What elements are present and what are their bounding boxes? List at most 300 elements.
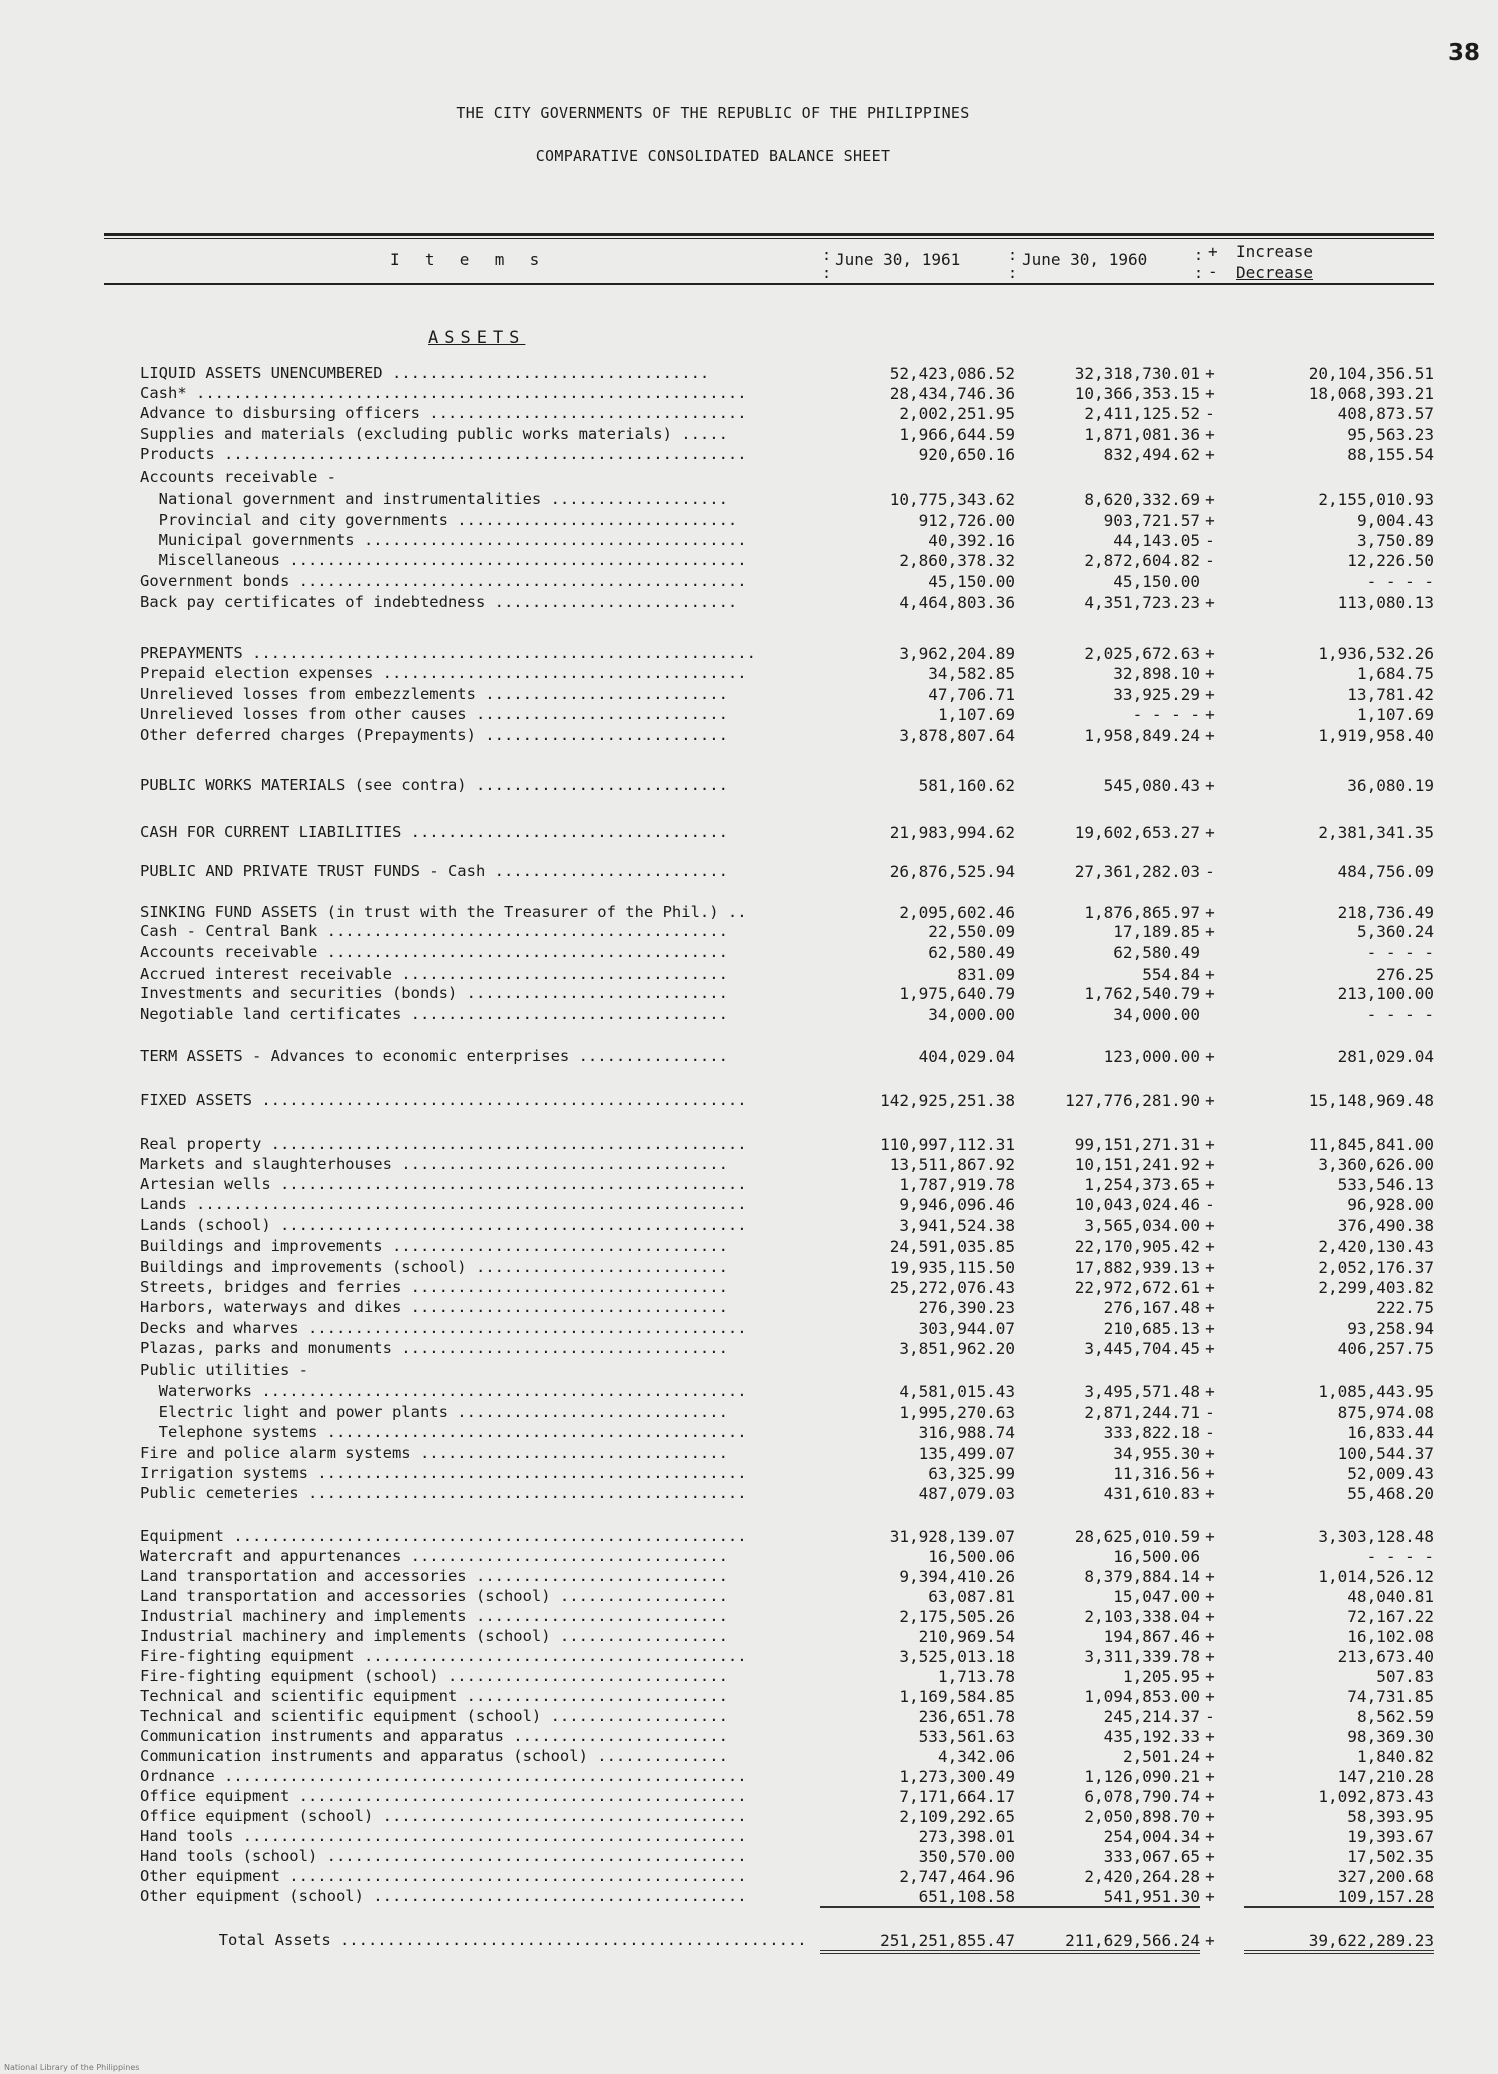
value-june-1961: 22,550.09 (928, 922, 1015, 941)
sign-indicator: - (1205, 1423, 1215, 1442)
value-june-1960: 28,625,010.59 (1074, 1527, 1200, 1546)
value-increase-decrease: 213,100.00 (1337, 984, 1434, 1003)
value-june-1960: 22,170,905.42 (1074, 1237, 1200, 1256)
value-june-1960: 832,494.62 (1103, 445, 1200, 464)
value-increase-decrease: 281,029.04 (1337, 1047, 1434, 1066)
sign-indicator: + (1205, 1827, 1215, 1846)
value-june-1961: 2,747,464.96 (899, 1867, 1015, 1886)
sign-indicator: + (1205, 1484, 1215, 1503)
value-june-1960: 15,047.00 (1113, 1587, 1200, 1606)
sign-indicator: + (1205, 1847, 1215, 1866)
sign-indicator: + (1205, 511, 1215, 530)
row-label: National government and instrumentalities ................... (140, 490, 728, 508)
row-label: Harbors, waterways and dikes .................................. (140, 1298, 728, 1316)
value-increase-decrease: 88,155.54 (1347, 445, 1434, 464)
value-increase-decrease: 2,420,130.43 (1318, 1237, 1434, 1256)
row-label: SINKING FUND ASSETS (in trust with the Treasurer of the Phil.) .. (140, 903, 747, 921)
value-june-1960: 2,411,125.52 (1084, 404, 1200, 423)
row-label: Provincial and city governments .............................. (140, 511, 738, 529)
value-june-1960: 211,629,566.24 (1010, 1931, 1200, 1954)
value-june-1960: 2,103,338.04 (1084, 1607, 1200, 1626)
value-june-1960: 44,143.05 (1113, 531, 1200, 550)
value-june-1961: 920,650.16 (918, 445, 1015, 464)
value-june-1960: 541,951.30 (1010, 1887, 1200, 1908)
value-june-1961: 1,995,270.63 (899, 1403, 1015, 1422)
sign-indicator: - (1205, 862, 1215, 881)
value-june-1960: 8,620,332.69 (1084, 490, 1200, 509)
value-june-1960: 33,925.29 (1113, 685, 1200, 704)
value-increase-decrease: 147,210.28 (1337, 1767, 1434, 1786)
sign-indicator: + (1205, 922, 1215, 941)
sign-indicator: + (1205, 823, 1215, 842)
value-june-1960: 22,972,672.61 (1074, 1278, 1200, 1297)
value-increase-decrease: 3,360,626.00 (1318, 1155, 1434, 1174)
sign-indicator: + (1205, 593, 1215, 612)
sign-indicator: + (1205, 1887, 1215, 1906)
value-june-1961: 34,000.00 (928, 1005, 1015, 1024)
sign-indicator: - (1205, 1403, 1215, 1422)
value-increase-decrease: 16,102.08 (1347, 1627, 1434, 1646)
value-increase-decrease: 95,563.23 (1347, 425, 1434, 444)
value-june-1961: 34,582.85 (928, 664, 1015, 683)
sign-indicator: + (1205, 1237, 1215, 1256)
sign-indicator: + (1205, 705, 1215, 724)
value-increase-decrease: 2,381,341.35 (1318, 823, 1434, 842)
row-label: Hand tools (school) ............................................. (140, 1847, 747, 1865)
value-june-1961: 19,935,115.50 (889, 1258, 1015, 1277)
value-june-1960: 254,004.34 (1103, 1827, 1200, 1846)
value-june-1961: 135,499.07 (918, 1444, 1015, 1463)
sign-indicator: + (1205, 903, 1215, 922)
value-june-1961: 1,273,300.49 (899, 1767, 1015, 1786)
row-label: Public cemeteries ............................................... (140, 1484, 747, 1502)
value-june-1960: 903,721.57 (1103, 511, 1200, 530)
value-june-1960: 194,867.46 (1103, 1627, 1200, 1646)
value-increase-decrease: 3,750.89 (1356, 531, 1434, 550)
row-label: TERM ASSETS - Advances to economic enterprises ................ (140, 1047, 728, 1065)
value-june-1961: 25,272,076.43 (889, 1278, 1015, 1297)
value-june-1961: 404,029.04 (918, 1047, 1015, 1066)
row-label: Electric light and power plants ............................. (140, 1403, 728, 1421)
row-label: Supplies and materials (excluding public works materials) ..... (140, 425, 728, 443)
row-label: Municipal governments ......................................... (140, 531, 747, 549)
row-label: Lands ........................................................... (140, 1195, 747, 1213)
value-june-1960: 11,316.56 (1113, 1464, 1200, 1483)
sign-indicator: + (1205, 1339, 1215, 1358)
value-june-1961: 3,525,013.18 (899, 1647, 1015, 1666)
value-june-1961: 3,962,204.89 (899, 644, 1015, 663)
value-june-1961: 16,500.06 (928, 1547, 1015, 1566)
value-june-1960: 32,898.10 (1113, 664, 1200, 683)
value-increase-decrease: 19,393.67 (1347, 1827, 1434, 1846)
sign-indicator: + (1205, 1587, 1215, 1606)
value-june-1960: 19,602,653.27 (1074, 823, 1200, 842)
value-increase-decrease: 327,200.68 (1337, 1867, 1434, 1886)
value-june-1961: 142,925,251.38 (880, 1091, 1015, 1110)
row-label: Government bonds ................................................ (140, 572, 747, 590)
sign-indicator: + (1205, 1727, 1215, 1746)
value-june-1961: 52,423,086.52 (889, 364, 1015, 383)
value-june-1961: 273,398.01 (918, 1827, 1015, 1846)
value-june-1960: 123,000.00 (1103, 1047, 1200, 1066)
value-june-1961: 651,108.58 (820, 1887, 1015, 1908)
value-increase-decrease: 1,107.69 (1356, 705, 1434, 724)
row-label: Communication instruments and apparatus ....................... (140, 1727, 728, 1745)
value-june-1960: 2,871,244.71 (1084, 1403, 1200, 1422)
value-increase-decrease: 875,974.08 (1337, 1403, 1434, 1422)
value-june-1960: 2,025,672.63 (1084, 644, 1200, 663)
value-june-1960: 10,043,024.46 (1074, 1195, 1200, 1214)
section-heading-assets: ASSETS (428, 328, 526, 348)
value-june-1961: 210,969.54 (918, 1627, 1015, 1646)
sign-indicator: + (1205, 1787, 1215, 1806)
value-increase-decrease: - - - - (1366, 943, 1434, 962)
sign-indicator: + (1205, 1091, 1215, 1110)
value-june-1960: 2,420,264.28 (1084, 1867, 1200, 1886)
row-label: Plazas, parks and monuments ................................... (140, 1339, 728, 1357)
row-label: Land transportation and accessories (school) .................. (140, 1587, 728, 1605)
column-separator: : : (1008, 246, 1018, 282)
value-june-1961: 4,342.06 (937, 1747, 1015, 1766)
row-label: Back pay certificates of indebtedness .......................... (140, 593, 738, 611)
value-increase-decrease: 18,068,393.21 (1308, 384, 1434, 403)
sign-indicator: + (1205, 1155, 1215, 1174)
value-june-1961: 831.09 (957, 965, 1015, 984)
sign-indicator: + (1205, 726, 1215, 745)
value-increase-decrease: 276.25 (1376, 965, 1434, 984)
value-june-1961: 581,160.62 (918, 776, 1015, 795)
sign-indicator: + (1205, 1607, 1215, 1626)
row-label: Cash* ........................................................... (140, 384, 747, 402)
row-label: Unrelieved losses from embezzlements .......................... (140, 685, 728, 703)
value-june-1961: 9,394,410.26 (899, 1567, 1015, 1586)
value-june-1960: 27,361,282.03 (1074, 862, 1200, 881)
value-june-1961: 2,095,602.46 (899, 903, 1015, 922)
sign-indicator: + (1205, 1931, 1215, 1950)
row-label: Fire and police alarm systems ................................. (140, 1444, 728, 1462)
value-june-1960: 1,762,540.79 (1084, 984, 1200, 1003)
value-june-1960: 1,094,853.00 (1084, 1687, 1200, 1706)
value-june-1960: 8,379,884.14 (1084, 1567, 1200, 1586)
row-label: Decks and wharves ............................................... (140, 1319, 747, 1337)
value-june-1961: 912,726.00 (918, 511, 1015, 530)
sign-indicator: + (1205, 364, 1215, 383)
row-label: Hand tools ...................................................... (140, 1827, 747, 1845)
value-june-1961: 45,150.00 (928, 572, 1015, 591)
value-increase-decrease: 20,104,356.51 (1308, 364, 1434, 383)
value-june-1960: 1,254,373.65 (1084, 1175, 1200, 1194)
value-june-1961: 1,169,584.85 (899, 1687, 1015, 1706)
value-june-1960: 16,500.06 (1113, 1547, 1200, 1566)
value-june-1961: 1,713.78 (937, 1667, 1015, 1686)
sign-indicator: + (1205, 1867, 1215, 1886)
value-june-1961: 110,997,112.31 (880, 1135, 1015, 1154)
value-increase-decrease: 533,546.13 (1337, 1175, 1434, 1194)
value-june-1961: 2,002,251.95 (899, 404, 1015, 423)
sign-indicator: + (1205, 776, 1215, 795)
value-increase-decrease: 11,845,841.00 (1308, 1135, 1434, 1154)
sign-indicator: + (1205, 1444, 1215, 1463)
sign-indicator: + (1205, 425, 1215, 444)
row-label: Office equipment ................................................ (140, 1787, 747, 1805)
value-increase-decrease: 406,257.75 (1337, 1339, 1434, 1358)
row-label: Lands (school) .................................................. (140, 1216, 747, 1234)
sign-indicator: - (1205, 531, 1215, 550)
sign-indicator: + (1205, 1278, 1215, 1297)
row-label: Negotiable land certificates .................................. (140, 1005, 728, 1023)
row-label: Office equipment (school) ....................................... (140, 1807, 747, 1825)
value-increase-decrease: 1,919,958.40 (1318, 726, 1434, 745)
sign-indicator: - (1205, 404, 1215, 423)
row-label: LIQUID ASSETS UNENCUMBERED .................................. (140, 364, 710, 382)
row-label: Miscellaneous ................................................. (140, 551, 747, 569)
value-june-1961: 10,775,343.62 (889, 490, 1015, 509)
row-label: Telephone systems ............................................. (140, 1423, 747, 1441)
sign-indicator: + (1205, 1135, 1215, 1154)
value-june-1961: 31,928,139.07 (889, 1527, 1015, 1546)
value-increase-decrease: 98,369.30 (1347, 1727, 1434, 1746)
sign-indicator: + (1205, 1687, 1215, 1706)
value-june-1960: 1,126,090.21 (1084, 1767, 1200, 1786)
value-june-1960: 99,151,271.31 (1074, 1135, 1200, 1154)
value-june-1961: 276,390.23 (918, 1298, 1015, 1317)
row-label: Accounts receivable ........................................... (140, 943, 728, 961)
value-june-1961: 40,392.16 (928, 531, 1015, 550)
value-june-1961: 1,975,640.79 (899, 984, 1015, 1003)
value-increase-decrease: 12,226.50 (1347, 551, 1434, 570)
value-june-1961: 2,860,378.32 (899, 551, 1015, 570)
value-increase-decrease: 58,393.95 (1347, 1807, 1434, 1826)
sign-indicator: + (1205, 1747, 1215, 1766)
value-increase-decrease: 408,873.57 (1337, 404, 1434, 423)
value-june-1961: 2,109,292.65 (899, 1807, 1015, 1826)
header-top-rule (104, 233, 1434, 236)
value-increase-decrease: 1,014,526.12 (1318, 1567, 1434, 1586)
value-june-1960: 3,311,339.78 (1084, 1647, 1200, 1666)
value-june-1961: 4,464,803.36 (899, 593, 1015, 612)
row-label: Communication instruments and apparatus (school) .............. (140, 1747, 728, 1765)
row-label: PUBLIC WORKS MATERIALS (see contra) ........................... (140, 776, 728, 794)
value-increase-decrease: 48,040.81 (1347, 1587, 1434, 1606)
sign-indicator: + (1205, 1319, 1215, 1338)
footer-credit: National Library of the Philippines (4, 2063, 140, 2072)
sign-indicator: - (1205, 1195, 1215, 1214)
sign-indicator: + (1205, 644, 1215, 663)
value-june-1961: 9,946,096.46 (899, 1195, 1015, 1214)
value-increase-decrease: 100,544.37 (1337, 1444, 1434, 1463)
sign-indicator: - (1205, 1707, 1215, 1726)
value-june-1960: 2,872,604.82 (1084, 551, 1200, 570)
value-increase-decrease: 5,360.24 (1356, 922, 1434, 941)
value-june-1960: 1,958,849.24 (1084, 726, 1200, 745)
document-subtitle: COMPARATIVE CONSOLIDATED BALANCE SHEET (535, 147, 891, 165)
row-label: Buildings and improvements (school) ........................... (140, 1258, 728, 1276)
row-label: Technical and scientific equipment ............................ (140, 1687, 728, 1705)
row-label: Other equipment ................................................. (140, 1867, 747, 1885)
value-june-1960: 554.84 (1142, 965, 1200, 984)
value-june-1960: 545,080.43 (1103, 776, 1200, 795)
value-june-1961: 21,983,994.62 (889, 823, 1015, 842)
value-increase-decrease: - - - - (1366, 572, 1434, 591)
row-label: CASH FOR CURRENT LIABILITIES .................................. (140, 823, 728, 841)
value-june-1960: 435,192.33 (1103, 1727, 1200, 1746)
column-header-increase: Increase (1236, 242, 1314, 261)
value-increase-decrease: 93,258.94 (1347, 1319, 1434, 1338)
value-june-1960: 62,580.49 (1113, 943, 1200, 962)
value-june-1961: 316,988.74 (918, 1423, 1015, 1442)
column-header-decrease: Decrease (1236, 263, 1314, 282)
sign-indicator: + (1205, 1567, 1215, 1586)
row-label: Real property ................................................... (140, 1135, 747, 1153)
value-june-1961: 47,706.71 (928, 685, 1015, 704)
row-label: Equipment ....................................................... (140, 1527, 747, 1545)
sign-indicator: + (1205, 1298, 1215, 1317)
value-increase-decrease: 1,840.82 (1356, 1747, 1434, 1766)
value-increase-decrease: 15,148,969.48 (1308, 1091, 1434, 1110)
row-label: Watercraft and appurtenances .................................. (140, 1547, 728, 1565)
sign-indicator: + (1205, 1667, 1215, 1686)
value-june-1960: 32,318,730.01 (1074, 364, 1200, 383)
value-june-1960: 431,610.83 (1103, 1484, 1200, 1503)
row-label: Products ........................................................ (140, 445, 747, 463)
value-increase-decrease: - - - - (1366, 1547, 1434, 1566)
row-label: Investments and securities (bonds) ............................ (140, 984, 728, 1002)
value-june-1961: 236,651.78 (918, 1707, 1015, 1726)
sign-indicator: + (1205, 1464, 1215, 1483)
value-increase-decrease: 1,936,532.26 (1318, 644, 1434, 663)
row-label: Streets, bridges and ferries .................................. (140, 1278, 728, 1296)
value-increase-decrease: 2,299,403.82 (1318, 1278, 1434, 1297)
value-increase-decrease: 1,085,443.95 (1318, 1382, 1434, 1401)
row-label: Other deferred charges (Prepayments) .......................... (140, 726, 728, 744)
value-increase-decrease: 213,673.40 (1337, 1647, 1434, 1666)
value-june-1960: 3,495,571.48 (1084, 1382, 1200, 1401)
row-label: Advance to disbursing officers .................................. (140, 404, 747, 422)
column-separator: : : (1194, 246, 1204, 282)
row-label: Fire-fighting equipment (school) .............................. (140, 1667, 728, 1685)
row-label: Accrued interest receivable ................................... (140, 965, 728, 983)
row-label: Prepaid election expenses ....................................... (140, 664, 747, 682)
header-bottom-rule (104, 283, 1434, 285)
sign-indicator: + (1205, 1807, 1215, 1826)
value-june-1960: 245,214.37 (1103, 1707, 1200, 1726)
value-increase-decrease: 2,052,176.37 (1318, 1258, 1434, 1277)
value-june-1961: 63,087.81 (928, 1587, 1015, 1606)
value-increase-decrease: 8,562.59 (1356, 1707, 1434, 1726)
sign-indicator: + (1205, 1047, 1215, 1066)
sign-indicator: + (1205, 685, 1215, 704)
column-separator: : : (822, 246, 832, 282)
value-increase-decrease: 13,781.42 (1347, 685, 1434, 704)
value-june-1961: 2,175,505.26 (899, 1607, 1015, 1626)
column-header-sign-minus: - (1208, 262, 1218, 281)
value-june-1960: 210,685.13 (1103, 1319, 1200, 1338)
value-june-1961: 303,944.07 (918, 1319, 1015, 1338)
row-label: Cash - Central Bank ........................................... (140, 922, 728, 940)
row-label: Accounts receivable - (140, 468, 336, 486)
value-increase-decrease: 222.75 (1376, 1298, 1434, 1317)
row-label: PREPAYMENTS ...................................................... (140, 644, 756, 662)
sign-indicator: + (1205, 965, 1215, 984)
value-june-1960: 6,078,790.74 (1084, 1787, 1200, 1806)
sign-indicator: + (1205, 1175, 1215, 1194)
value-june-1960: 34,000.00 (1113, 1005, 1200, 1024)
sign-indicator: + (1205, 1216, 1215, 1235)
document-title: THE CITY GOVERNMENTS OF THE REPUBLIC OF THE PHILIPPINES (456, 104, 970, 122)
value-june-1961: 3,878,807.64 (899, 726, 1015, 745)
row-label: Ordnance ........................................................ (140, 1767, 747, 1785)
row-label: Technical and scientific equipment (school) ................... (140, 1707, 728, 1725)
value-increase-decrease: 17,502.35 (1347, 1847, 1434, 1866)
row-label: Waterworks .................................................... (140, 1382, 747, 1400)
value-june-1961: 7,171,664.17 (899, 1787, 1015, 1806)
value-increase-decrease: 74,731.85 (1347, 1687, 1434, 1706)
value-june-1960: 34,955.30 (1113, 1444, 1200, 1463)
value-june-1960: 2,050,898.70 (1084, 1807, 1200, 1826)
value-june-1960: 276,167.48 (1103, 1298, 1200, 1317)
value-increase-decrease: 9,004.43 (1356, 511, 1434, 530)
value-increase-decrease: 55,468.20 (1347, 1484, 1434, 1503)
value-increase-decrease: 507.83 (1376, 1667, 1434, 1686)
value-june-1961: 3,851,962.20 (899, 1339, 1015, 1358)
value-june-1961: 1,787,919.78 (899, 1175, 1015, 1194)
value-increase-decrease: 109,157.28 (1244, 1887, 1434, 1908)
value-june-1961: 24,591,035.85 (889, 1237, 1015, 1256)
column-header-sign-plus: + (1208, 242, 1218, 261)
value-increase-decrease: 96,928.00 (1347, 1195, 1434, 1214)
column-header-items: I t e m s (390, 250, 542, 269)
value-increase-decrease: - - - - (1366, 1005, 1434, 1024)
row-label: FIXED ASSETS .................................................... (140, 1091, 747, 1109)
value-june-1961: 251,251,855.47 (820, 1931, 1015, 1954)
sign-indicator: + (1205, 1767, 1215, 1786)
sign-indicator: + (1205, 664, 1215, 683)
row-label: PUBLIC AND PRIVATE TRUST FUNDS - Cash ......................... (140, 862, 728, 880)
sign-indicator: + (1205, 1527, 1215, 1546)
row-label: Fire-fighting equipment ......................................... (140, 1647, 747, 1665)
value-june-1960: - - - - (1132, 705, 1200, 724)
value-june-1961: 4,581,015.43 (899, 1382, 1015, 1401)
page-number: 38 (1448, 40, 1481, 66)
value-increase-decrease: 218,736.49 (1337, 903, 1434, 922)
value-june-1961: 350,570.00 (918, 1847, 1015, 1866)
column-header-june-1960: June 30, 1960 (1022, 250, 1148, 269)
value-increase-decrease: 484,756.09 (1337, 862, 1434, 881)
header-top-rule-thin (104, 238, 1434, 239)
value-increase-decrease: 72,167.22 (1347, 1607, 1434, 1626)
value-june-1960: 3,445,704.45 (1084, 1339, 1200, 1358)
row-label: Public utilities - (140, 1361, 308, 1379)
value-june-1960: 1,871,081.36 (1084, 425, 1200, 444)
value-june-1961: 1,966,644.59 (899, 425, 1015, 444)
value-june-1960: 1,205.95 (1122, 1667, 1200, 1686)
column-header-june-1961: June 30, 1961 (835, 250, 961, 269)
value-increase-decrease: 36,080.19 (1347, 776, 1434, 795)
value-june-1960: 127,776,281.90 (1065, 1091, 1200, 1110)
value-june-1960: 333,067.65 (1103, 1847, 1200, 1866)
value-june-1960: 3,565,034.00 (1084, 1216, 1200, 1235)
value-increase-decrease: 1,092,873.43 (1318, 1787, 1434, 1806)
row-label: Irrigation systems .............................................. (140, 1464, 747, 1482)
sign-indicator: + (1205, 984, 1215, 1003)
value-june-1961: 28,434,746.36 (889, 384, 1015, 403)
sign-indicator: + (1205, 384, 1215, 403)
value-june-1961: 1,107.69 (937, 705, 1015, 724)
row-label: Land transportation and accessories ........................... (140, 1567, 728, 1585)
value-june-1960: 45,150.00 (1113, 572, 1200, 591)
sign-indicator: + (1205, 490, 1215, 509)
row-label: Unrelieved losses from other causes ........................... (140, 705, 728, 723)
